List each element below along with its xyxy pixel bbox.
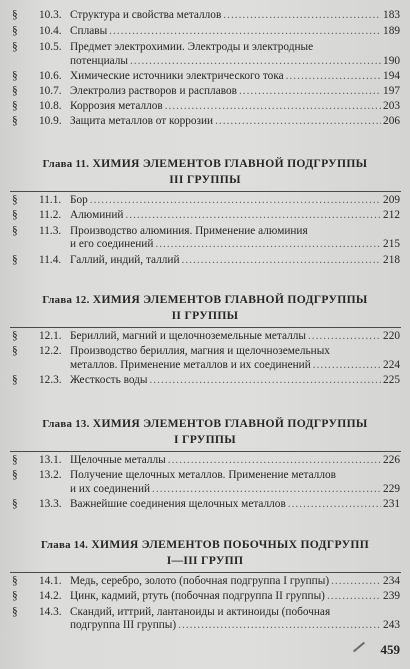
section-title xyxy=(70,374,400,388)
section-page-number: 231 xyxy=(383,498,400,511)
dot-leader xyxy=(215,115,381,129)
chapter-label: Глава 13. xyxy=(42,418,90,430)
section-title-line: и его соединений xyxy=(70,238,154,251)
section-number: 10.4. xyxy=(39,25,62,37)
section-title xyxy=(70,498,400,512)
section-title-line: подгруппа III группы) xyxy=(70,619,177,632)
section-sign: § xyxy=(12,224,18,237)
toc-entry[interactable] xyxy=(0,9,410,23)
section-number: 10.3. xyxy=(39,9,62,21)
section-title xyxy=(70,606,400,633)
toc-entry[interactable] xyxy=(0,194,410,208)
section-title xyxy=(70,330,400,344)
dot-leader xyxy=(90,194,381,208)
section-sign: § xyxy=(12,374,18,387)
dot-leader xyxy=(327,590,381,604)
dot-leader xyxy=(178,619,381,633)
section-title xyxy=(70,454,400,468)
chapter-label: Глава 12. xyxy=(42,294,90,306)
section-sign: § xyxy=(12,330,18,342)
section-title xyxy=(70,9,400,23)
section-sign: § xyxy=(12,85,18,97)
section-number: 10.8. xyxy=(39,100,62,112)
section-title xyxy=(70,115,400,129)
divider-rule xyxy=(10,451,401,452)
section-page-number: 197 xyxy=(383,85,400,97)
section-title xyxy=(70,590,400,604)
section-page-number: 212 xyxy=(383,209,400,222)
dot-leader xyxy=(331,575,381,589)
section-sign: § xyxy=(12,590,18,603)
section-title-line: металлов. Применение металлов и их соединений xyxy=(70,358,311,371)
dot-leader xyxy=(223,9,381,23)
section-title-line: Важнейшие соединения щелочных металлов xyxy=(70,498,286,511)
section-number: 11.1. xyxy=(39,194,62,206)
chapter-title: ХИМИЯ ЭЛЕМЕНТОВ ГЛАВНОЙ ПОДГРУППЫ xyxy=(89,417,368,430)
chapter-title-line2: I—III ГРУПП xyxy=(166,554,244,567)
toc-entry[interactable] xyxy=(0,254,410,268)
section-number: 13.2. xyxy=(39,469,62,482)
section-title xyxy=(70,469,400,496)
section-title-line: Производство алюминия. Применение алюминия xyxy=(70,224,308,237)
section-number: 12.2. xyxy=(39,345,62,358)
toc-entry[interactable] xyxy=(0,330,410,344)
dot-leader xyxy=(313,359,381,373)
section-page-number: 225 xyxy=(383,374,400,387)
section-page-number: 243 xyxy=(383,619,400,632)
section-title-line: Щелочные металлы xyxy=(70,454,166,466)
dot-leader xyxy=(168,454,381,468)
section-title xyxy=(70,25,400,39)
section-title-line: Бор xyxy=(70,194,88,206)
section-page-number: 234 xyxy=(383,575,400,587)
chapter-label: Глава 11. xyxy=(42,158,90,170)
section-title xyxy=(70,85,400,99)
section-title xyxy=(70,41,400,68)
toc-entry[interactable] xyxy=(0,25,410,39)
divider-rule xyxy=(10,191,401,192)
section-title-line: Получение щелочных металлов. Применение металлов xyxy=(70,469,336,482)
divider-rule xyxy=(10,327,401,328)
section-title-line: Цинк, кадмий, ртуть (побочная подгруппа II группы) xyxy=(70,590,325,603)
dot-leader xyxy=(149,374,381,388)
section-title-line: Химические источники электрического тока xyxy=(70,70,284,82)
dot-leader xyxy=(308,330,381,344)
section-sign: § xyxy=(12,253,18,266)
toc-entry[interactable] xyxy=(0,606,410,633)
section-title-line: Электролиз растворов и расплавов xyxy=(70,85,237,97)
section-title-line: Защита металлов от коррозии xyxy=(70,115,214,127)
section-title xyxy=(70,254,400,268)
section-title-line: Сплавы xyxy=(70,25,108,37)
section-title-line: Скандий, иттрий, лантаноиды и актиноиды (побочная xyxy=(70,605,331,618)
toc-entry[interactable] xyxy=(0,575,410,589)
chapter-title-line2: II ГРУППЫ xyxy=(171,309,239,322)
section-sign: § xyxy=(12,454,18,466)
section-number: 14.1. xyxy=(39,575,62,587)
chapter-heading[interactable] xyxy=(0,537,410,569)
section-sign: § xyxy=(12,9,18,21)
toc-entry[interactable] xyxy=(0,498,410,512)
section-sign: § xyxy=(12,100,18,112)
toc-entry[interactable] xyxy=(0,85,410,99)
section-sign: § xyxy=(12,575,18,587)
dot-leader xyxy=(130,55,381,69)
section-sign: § xyxy=(12,115,18,127)
section-sign: § xyxy=(12,345,18,358)
chapter-label: Глава 14. xyxy=(40,539,89,551)
toc-entry[interactable] xyxy=(0,469,410,496)
chapter-title: ХИМИЯ ЭЛЕМЕНТОВ ПОБОЧНЫХ ПОДГРУПП xyxy=(88,538,370,551)
chapter-title-line2: I ГРУППЫ xyxy=(174,433,236,446)
toc-entry[interactable] xyxy=(0,70,410,84)
dot-leader xyxy=(125,209,381,223)
section-title xyxy=(70,345,400,372)
section-title-line: Бериллий, магний и щелочноземельные металлы xyxy=(70,330,306,342)
section-number: 10.9. xyxy=(39,115,62,127)
section-page-number: 215 xyxy=(383,238,400,251)
section-sign: § xyxy=(12,194,18,206)
section-page-number: 229 xyxy=(383,482,400,495)
chapter-title: ХИМИЯ ЭЛЕМЕНТОВ ГЛАВНОЙ ПОДГРУППЫ xyxy=(89,157,368,170)
section-number: 12.1. xyxy=(39,330,62,342)
dot-leader xyxy=(239,85,381,99)
section-title-line: Предмет электрохимии. Электроды и электродные xyxy=(70,41,314,53)
section-title-line: Жесткость воды xyxy=(70,374,148,387)
section-title xyxy=(70,225,400,252)
section-sign: § xyxy=(12,25,18,37)
section-page-number: 209 xyxy=(383,194,400,206)
section-page-number: 189 xyxy=(383,25,400,37)
toc-entry[interactable] xyxy=(0,345,410,372)
dot-leader xyxy=(288,498,381,512)
section-title-line: потенциалы xyxy=(70,54,128,67)
toc-entry[interactable] xyxy=(0,225,410,252)
section-sign: § xyxy=(12,41,18,53)
chapter-heading[interactable] xyxy=(0,416,410,448)
section-page-number: 190 xyxy=(383,54,400,67)
section-number: 11.3. xyxy=(39,224,62,237)
divider-rule xyxy=(10,572,401,573)
section-title xyxy=(70,100,400,114)
section-sign: § xyxy=(12,209,18,222)
section-title-line: и их соединений xyxy=(70,482,151,495)
section-page-number: 183 xyxy=(383,9,400,21)
section-page-number: 224 xyxy=(383,358,400,371)
dot-leader xyxy=(152,483,381,497)
dot-leader xyxy=(155,238,381,252)
section-sign: § xyxy=(12,498,18,511)
section-title xyxy=(70,194,400,208)
section-page-number: 203 xyxy=(383,100,400,112)
section-number: 14.2. xyxy=(39,590,62,603)
section-title xyxy=(70,209,400,223)
section-page-number: 194 xyxy=(383,70,400,82)
section-page-number: 220 xyxy=(383,330,400,342)
section-number: 10.7. xyxy=(39,85,62,97)
toc-entry[interactable] xyxy=(0,590,410,604)
section-title-line: Структура и свойства металлов xyxy=(70,9,222,21)
section-title-line: Коррозия металлов xyxy=(70,100,163,112)
section-title-line: Алюминий xyxy=(70,209,124,222)
section-number: 11.2. xyxy=(39,209,62,222)
pencil-mark xyxy=(353,642,365,653)
dot-leader xyxy=(165,100,381,114)
section-number: 13.1. xyxy=(39,454,62,466)
toc-entry[interactable] xyxy=(0,115,410,129)
section-sign: § xyxy=(12,605,18,618)
chapter-heading[interactable] xyxy=(0,292,410,324)
section-page-number: 218 xyxy=(383,253,400,266)
section-title-line: Галлий, индий, таллий xyxy=(70,253,180,266)
section-title-line: Производство бериллия, магния и щелочноземельных xyxy=(70,345,330,358)
toc-entry[interactable] xyxy=(0,454,410,468)
section-sign: § xyxy=(12,70,18,82)
section-page-number: 226 xyxy=(383,454,400,466)
section-title xyxy=(70,575,400,589)
page-number: 459 xyxy=(380,642,400,657)
section-number: 13.3. xyxy=(39,498,62,511)
section-sign: § xyxy=(12,469,18,482)
section-number: 10.5. xyxy=(39,41,62,53)
toc-entry[interactable] xyxy=(0,209,410,223)
toc-entry[interactable] xyxy=(0,374,410,388)
dot-leader xyxy=(109,25,381,39)
section-number: 10.6. xyxy=(39,70,62,82)
section-number: 11.4. xyxy=(39,253,62,266)
chapter-title-line2: III ГРУППЫ xyxy=(169,173,241,186)
toc-entry[interactable] xyxy=(0,100,410,114)
section-title xyxy=(70,70,400,84)
section-number: 12.3. xyxy=(39,374,62,387)
section-title-line: Медь, серебро, золото (побочная подгруппа I группы) xyxy=(70,575,330,587)
toc-entry[interactable] xyxy=(0,41,410,68)
dot-leader xyxy=(182,254,382,268)
dot-leader xyxy=(286,70,381,84)
chapter-title: ХИМИЯ ЭЛЕМЕНТОВ ГЛАВНОЙ ПОДГРУППЫ xyxy=(89,293,368,306)
section-number: 14.3. xyxy=(39,605,62,618)
section-page-number: 206 xyxy=(383,115,400,127)
section-page-number: 239 xyxy=(383,590,400,603)
chapter-heading[interactable] xyxy=(0,156,410,188)
